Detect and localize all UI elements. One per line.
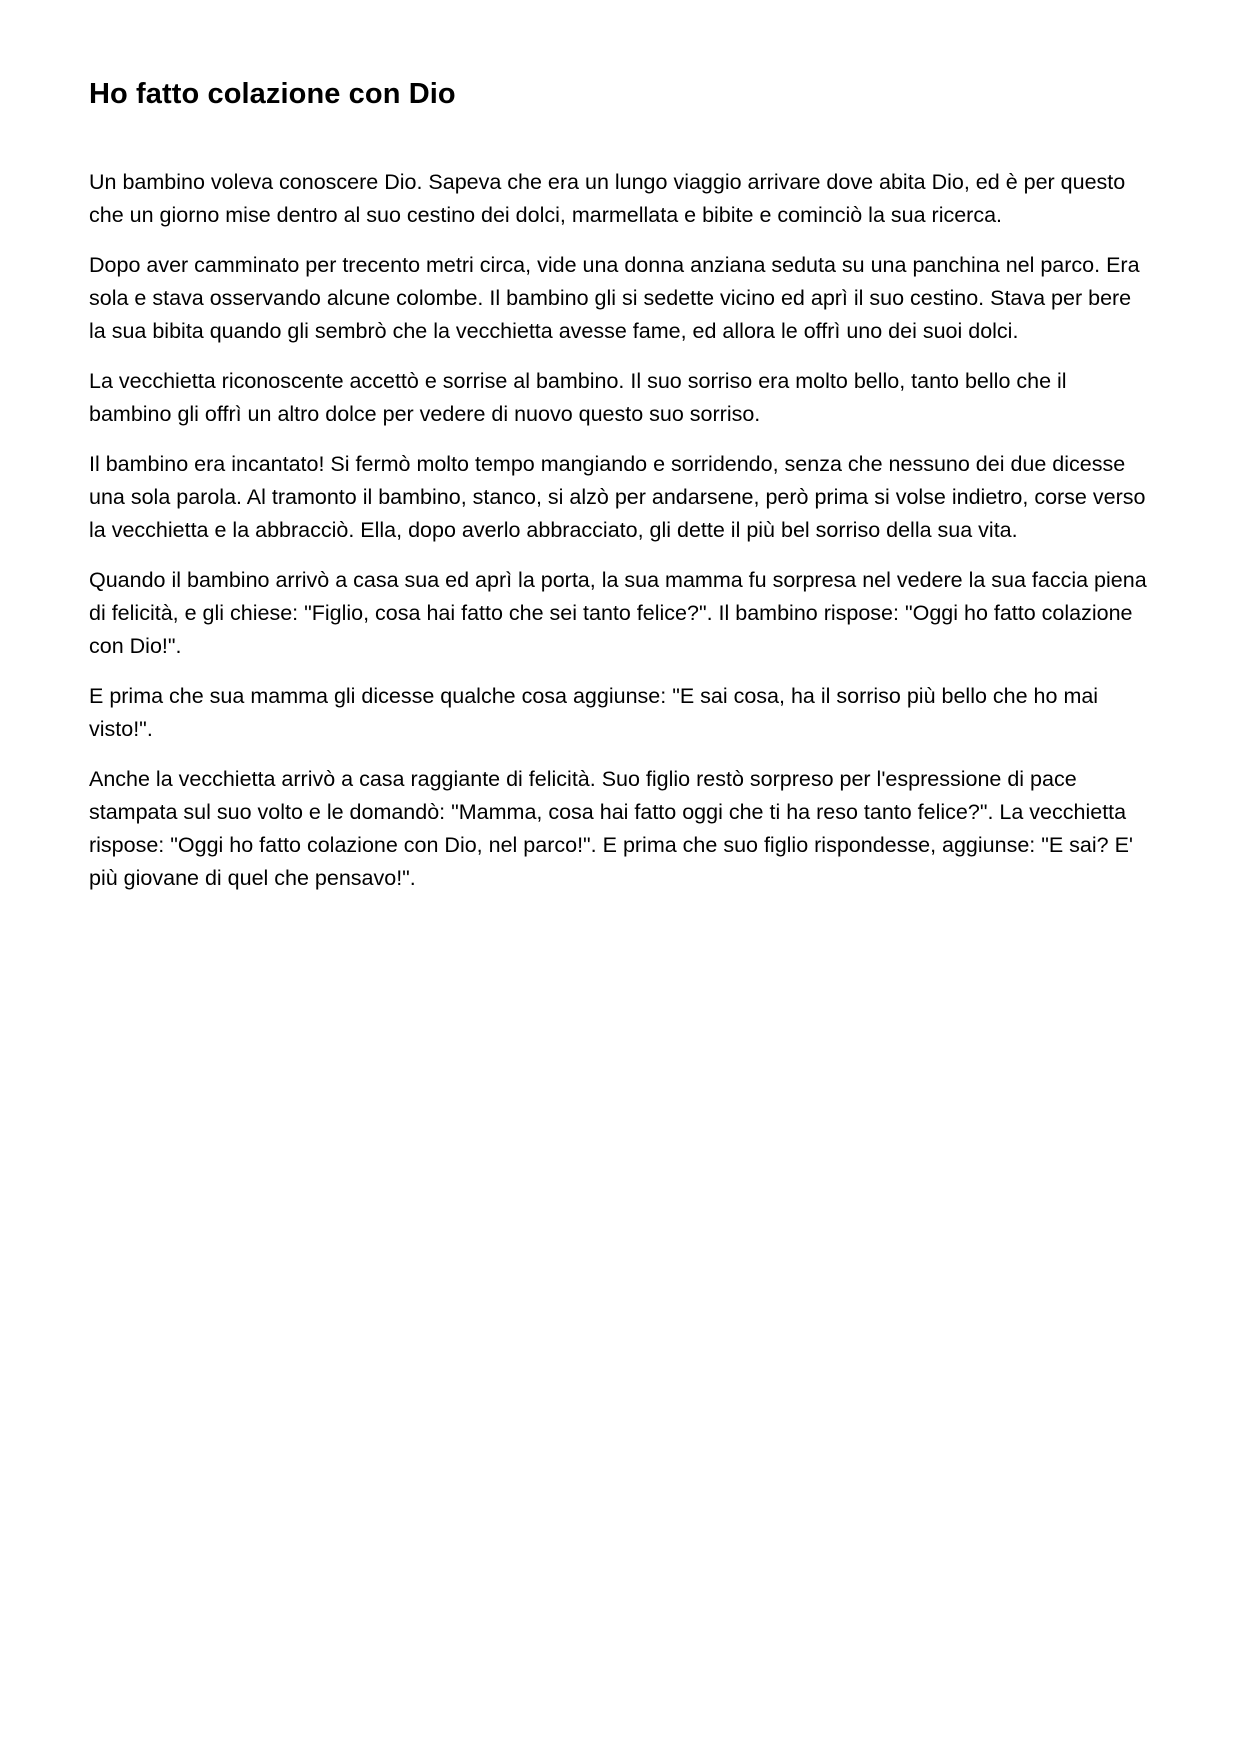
paragraph-6: E prima che sua mamma gli dicesse qualche cosa aggiunse: "E sai cosa, ha il sorriso più bello che ho mai visto!". xyxy=(89,684,1099,741)
paragraph-3: La vecchietta riconoscente accettò e sorrise al bambino. Il suo sorriso era molto bello, tanto bello che il bambino gli offrì un altro dolce per vedere di nuovo questo suo sorriso. xyxy=(89,369,1067,426)
paragraph-2: Dopo aver camminato per trecento metri circa, vide una donna anziana seduta su una panchina nel parco. Era sola e stava osservando alcune colombe. Il bambino gli si sedette vicino ed aprì il suo cestino. Stava per bere la sua bibita quando gli sembrò che la vecchietta avesse fame, ed allora le offrì uno dei suoi dolci. xyxy=(89,253,1140,343)
paragraph-1: Un bambino voleva conoscere Dio. Sapeva che era un lungo viaggio arrivare dove abita Dio, ed è per questo che un giorno mise dentro al suo cestino dei dolci, marmellata e bibite e cominciò la sua ricerca. xyxy=(89,170,1126,227)
paragraph-7: Anche la vecchietta arrivò a casa raggiante di felicità. Suo figlio restò sorpreso per l'espressione di pace stampata sul suo volto e le domandò: "Mamma, cosa hai fatto oggi che ti ha reso tanto felice?". La vecchietta rispose: "Oggi ho fatto colazione con Dio, nel parco!". E prima che suo figlio rispondesse, aggiunse: "E sai? E' più giovane di quel che pensavo!". xyxy=(89,767,1134,890)
paragraph-5: Quando il bambino arrivò a casa sua ed aprì la porta, la sua mamma fu sorpresa nel vedere la sua faccia piena di felicità, e gli chiese: "Figlio, cosa hai fatto che sei tanto felice?". Il bambino rispose: "Oggi ho fatto colazione con Dio!". xyxy=(89,568,1147,658)
document-content xyxy=(89,74,1153,912)
paragraph-4: Il bambino era incantato! Si fermò molto tempo mangiando e sorridendo, senza che nessuno dei due dicesse una sola parola. Al tramonto il bambino, stanco, si alzò per andarsene, però prima si volse indietro, corse verso la vecchietta e la abbracciò. Ella, dopo averlo abbracciato, gli dette il più bel sorriso della sua vita. xyxy=(89,452,1146,542)
document-title: Ho fatto colazione con Dio xyxy=(89,78,456,110)
